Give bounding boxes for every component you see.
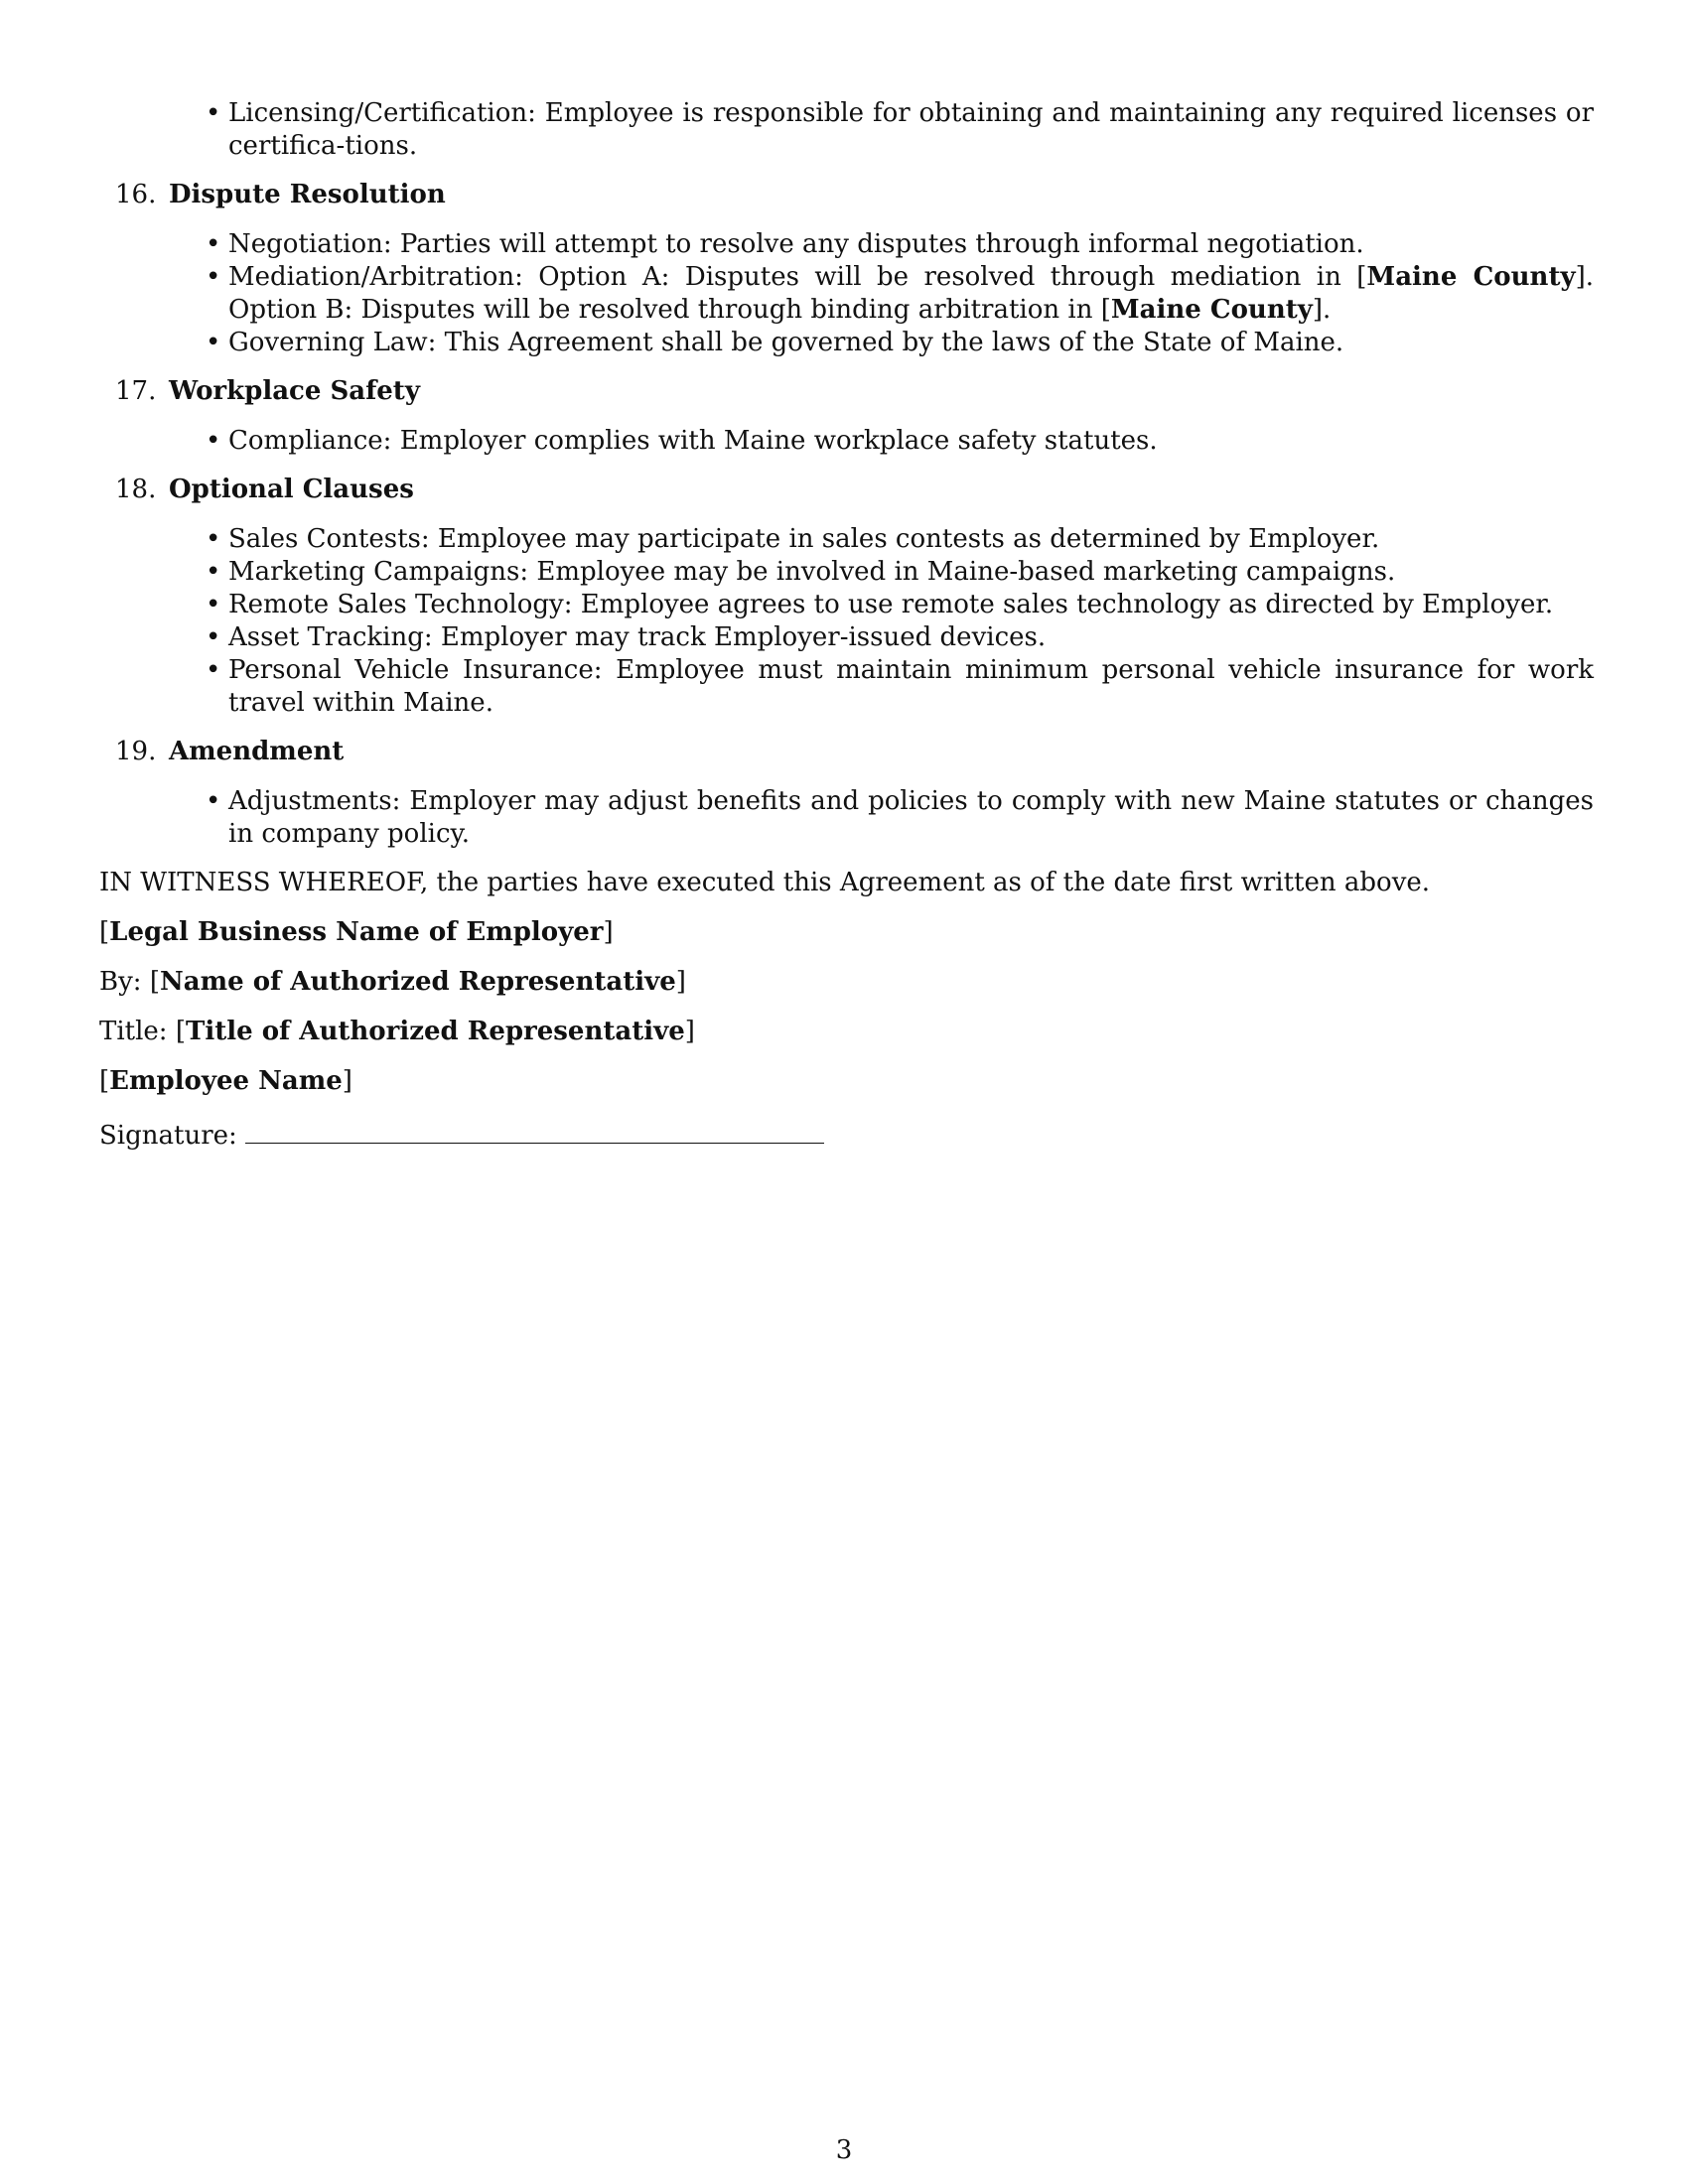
list-item: • Adjustments: Employer may adjust benefits and policies to comply with new Maine statutes or changes in company policy. [228, 785, 1594, 851]
section-heading [115, 474, 1594, 506]
title-line: Title: [Title of Authorized Representative] [99, 1017, 695, 1046]
representative-name-placeholder: Name of Authorized Representative [159, 967, 676, 997]
list-item: • Governing Law: This Agreement shall be governed by the laws of the State of Maine. [228, 327, 1594, 359]
employer-name-line: [Legal Business Name of Employer] [99, 917, 614, 947]
section-number: 17. [115, 376, 157, 406]
list-item: • Sales Contests: Employee may participate in sales contests as determined by Employer. [228, 523, 1594, 556]
section-bullet-list [169, 425, 1594, 458]
signature-line [99, 1115, 1594, 1153]
section-18 [99, 474, 1594, 720]
by-line: By: [Name of Authorized Representative] [99, 967, 686, 997]
employee-name-placeholder: Employee Name [109, 1066, 343, 1096]
section-bullet-list [169, 228, 1594, 359]
list-item: • Compliance: Employer complies with Maine workplace safety statutes. [228, 425, 1594, 458]
employer-name-placeholder: Legal Business Name of Employer [109, 917, 604, 947]
section-heading [115, 179, 1594, 211]
list-item: • Licensing/Certification: Employee is responsible for obtaining and maintaining any required licenses or certifica-tions. [228, 97, 1594, 163]
clause-text: Mediation/Arbitration: Option A: Disputes will be resolved through mediation in [ [228, 262, 1367, 292]
section-number: 19. [115, 737, 157, 766]
list-item: • Negotiation: Parties will attempt to resolve any disputes through informal negotiation. [228, 228, 1594, 261]
section-number: 18. [115, 475, 157, 504]
section-title: Optional Clauses [169, 475, 414, 504]
employee-name-line: [Employee Name] [99, 1066, 352, 1096]
list-item: • Marketing Campaigns: Employee may be involved in Maine-based marketing campaigns. [228, 556, 1594, 589]
intro-bullet-list [99, 97, 1594, 163]
section-heading [115, 375, 1594, 408]
section-17 [99, 375, 1594, 458]
section-number: 16. [115, 180, 157, 209]
list-item: • Remote Sales Technology: Employee agrees to use remote sales technology as directed by Employer. [228, 589, 1594, 621]
section-title: Dispute Resolution [169, 180, 446, 209]
representative-title-placeholder: Title of Authorized Representative [186, 1017, 685, 1046]
list-item: • Asset Tracking: Employer may track Employer-issued devices. [228, 621, 1594, 654]
clause-text: ]. [1312, 295, 1332, 325]
placeholder-field: Maine County [1366, 262, 1576, 292]
clause-text: ]. Option B: Disputes will be resolved through binding arbitration in [ [228, 262, 1594, 325]
placeholder-field: Maine County [1110, 295, 1313, 325]
section-heading [115, 736, 1594, 768]
document-body [99, 97, 1594, 1153]
section-title: Amendment [169, 737, 345, 766]
page-number: 3 [835, 2135, 853, 2165]
section-title: Workplace Safety [169, 376, 420, 406]
title-label: Title: [99, 1017, 168, 1046]
list-item: • Personal Vehicle Insurance: Employee must maintain minimum personal vehicle insurance for work travel within Maine. [228, 654, 1594, 720]
signature-blank[interactable] [245, 1115, 824, 1144]
section-bullet-list [169, 785, 1594, 851]
list-item [228, 261, 1594, 327]
by-label: By: [99, 967, 142, 997]
section-19 [99, 736, 1594, 851]
section-bullet-list [169, 523, 1594, 720]
witness-clause: IN WITNESS WHEREOF, the parties have executed this Agreement as of the date first written above. [99, 868, 1431, 897]
section-16 [99, 179, 1594, 359]
signature-label: Signature: [99, 1121, 237, 1151]
